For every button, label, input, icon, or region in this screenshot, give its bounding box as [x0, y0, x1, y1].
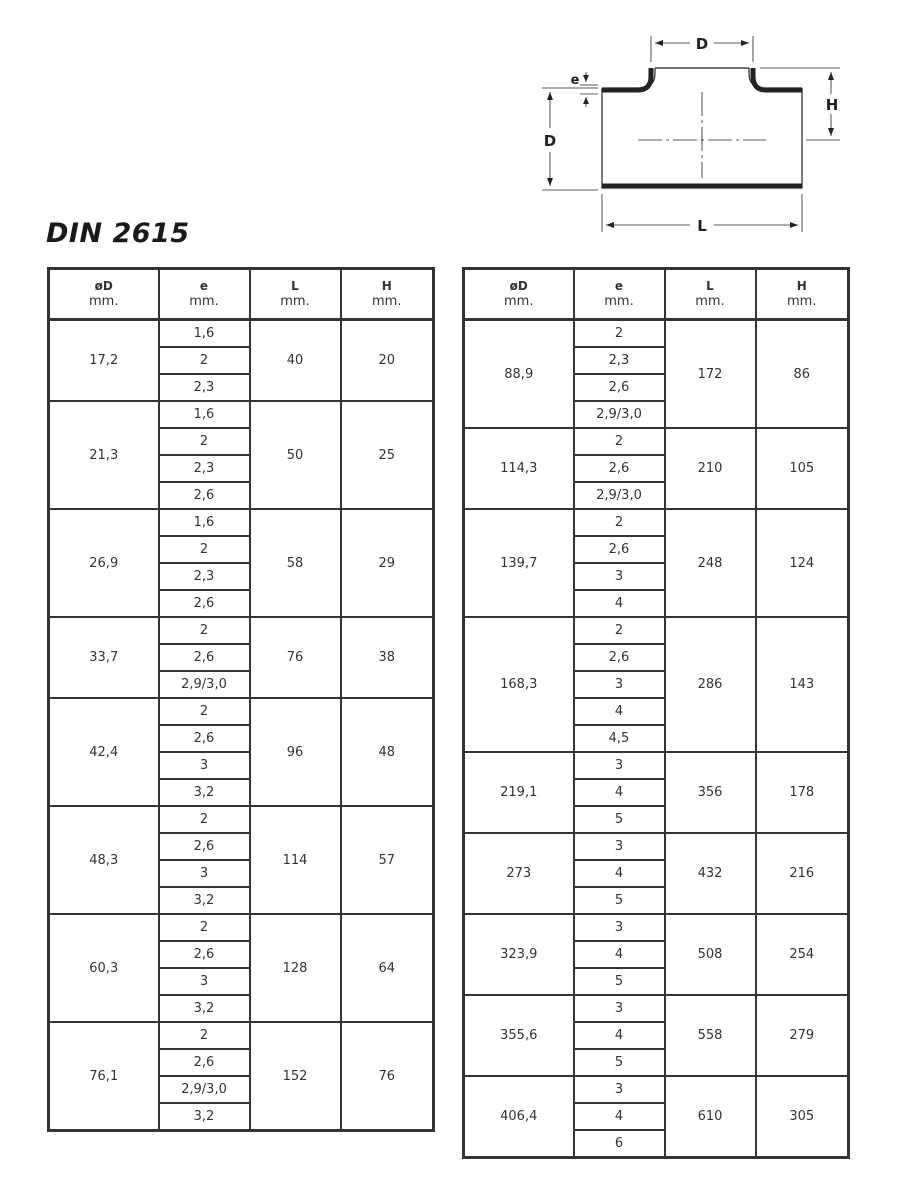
table-row: [49, 806, 434, 833]
column-header: [49, 269, 159, 320]
wall-thickness-cell: 3,2: [159, 779, 250, 806]
outer-diameter-cell: 76,1: [49, 1022, 159, 1131]
column-symbol: e: [614, 279, 624, 293]
wall-thickness-cell: 3: [574, 914, 665, 941]
column-unit: mm.: [504, 294, 534, 309]
length-cell: 58: [250, 509, 341, 617]
outer-diameter-cell: 323,9: [464, 914, 574, 995]
wall-thickness-cell: 2,9/3,0: [159, 1076, 250, 1103]
height-cell: 86: [756, 320, 849, 429]
wall-thickness-cell: 2: [159, 536, 250, 563]
wall-thickness-cell: 6: [574, 1130, 665, 1158]
column-unit: mm.: [89, 294, 119, 309]
wall-thickness-cell: 2,6: [574, 536, 665, 563]
wall-thickness-cell: 2,6: [159, 725, 250, 752]
wall-thickness-cell: 2: [574, 428, 665, 455]
label-e: e: [570, 73, 580, 88]
wall-thickness-cell: 3,2: [159, 887, 250, 914]
height-cell: 279: [756, 995, 849, 1076]
table-row: [464, 428, 849, 455]
outer-diameter-cell: 21,3: [49, 401, 159, 509]
column-header: [464, 269, 574, 320]
outer-diameter-cell: 139,7: [464, 509, 574, 617]
wall-thickness-cell: 4: [574, 941, 665, 968]
column-unit: mm.: [787, 294, 817, 309]
wall-thickness-cell: 5: [574, 806, 665, 833]
wall-thickness-cell: 3: [574, 833, 665, 860]
wall-thickness-cell: 3: [574, 671, 665, 698]
wall-thickness-cell: 2,3: [159, 374, 250, 401]
outer-diameter-cell: 17,2: [49, 320, 159, 402]
column-symbol: øD: [509, 279, 528, 293]
table-row: [464, 617, 849, 644]
wall-thickness-cell: 4,5: [574, 725, 665, 752]
table-row: [464, 995, 849, 1022]
wall-thickness-cell: 2,3: [159, 563, 250, 590]
wall-thickness-cell: 2,3: [574, 347, 665, 374]
wall-thickness-cell: 3: [574, 752, 665, 779]
table-row: [464, 914, 849, 941]
table-row: [49, 320, 434, 348]
table-row: [464, 1076, 849, 1103]
column-unit: mm.: [189, 294, 219, 309]
table-row: [464, 833, 849, 860]
outer-diameter-cell: 114,3: [464, 428, 574, 509]
height-cell: 76: [341, 1022, 434, 1131]
wall-thickness-cell: 2: [159, 1022, 250, 1049]
wall-thickness-cell: 3: [574, 563, 665, 590]
table-row: [49, 401, 434, 428]
table-row: [49, 914, 434, 941]
wall-thickness-cell: 2,3: [159, 455, 250, 482]
length-cell: 210: [665, 428, 756, 509]
length-cell: 76: [250, 617, 341, 698]
column-unit: mm.: [280, 294, 310, 309]
wall-thickness-cell: 3: [159, 752, 250, 779]
wall-thickness-cell: 2: [159, 914, 250, 941]
column-unit: mm.: [604, 294, 634, 309]
wall-thickness-cell: 2,9/3,0: [574, 401, 665, 428]
outer-diameter-cell: 406,4: [464, 1076, 574, 1158]
wall-thickness-cell: 2: [574, 509, 665, 536]
wall-thickness-cell: 4: [574, 590, 665, 617]
outer-diameter-cell: 88,9: [464, 320, 574, 429]
outer-diameter-cell: 219,1: [464, 752, 574, 833]
length-cell: 172: [665, 320, 756, 429]
label-d-left: D: [543, 132, 557, 150]
table-row: [49, 509, 434, 536]
wall-thickness-cell: 2,6: [159, 1049, 250, 1076]
wall-thickness-cell: 2,9/3,0: [159, 671, 250, 698]
length-cell: 558: [665, 995, 756, 1076]
length-cell: 432: [665, 833, 756, 914]
column-symbol: øD: [94, 279, 113, 293]
length-cell: 128: [250, 914, 341, 1022]
table-row: [49, 617, 434, 644]
outer-diameter-cell: 42,4: [49, 698, 159, 806]
length-cell: 610: [665, 1076, 756, 1158]
column-symbol: H: [796, 279, 807, 293]
height-cell: 305: [756, 1076, 849, 1158]
outer-diameter-cell: 273: [464, 833, 574, 914]
wall-thickness-cell: 2: [159, 347, 250, 374]
outer-diameter-cell: 33,7: [49, 617, 159, 698]
wall-thickness-cell: 1,6: [159, 509, 250, 536]
wall-thickness-cell: 2: [574, 320, 665, 348]
height-cell: 38: [341, 617, 434, 698]
table-row: [49, 1022, 434, 1049]
outer-diameter-cell: 60,3: [49, 914, 159, 1022]
column-unit: mm.: [695, 294, 725, 309]
height-cell: 29: [341, 509, 434, 617]
label-h: H: [825, 96, 839, 114]
wall-thickness-cell: 5: [574, 968, 665, 995]
label-l: L: [697, 217, 707, 235]
wall-thickness-cell: 3: [159, 860, 250, 887]
right-dimension-table: [462, 267, 850, 1159]
length-cell: 356: [665, 752, 756, 833]
height-cell: 254: [756, 914, 849, 995]
height-cell: 48: [341, 698, 434, 806]
header-row: [464, 269, 849, 320]
wall-thickness-cell: 2,6: [574, 644, 665, 671]
column-symbol: L: [291, 279, 299, 293]
label-d-top: D: [695, 35, 709, 53]
wall-thickness-cell: 4: [574, 1022, 665, 1049]
column-header: [665, 269, 756, 320]
wall-thickness-cell: 2,6: [159, 590, 250, 617]
table-row: [464, 509, 849, 536]
outer-diameter-cell: 355,6: [464, 995, 574, 1076]
outer-diameter-cell: 48,3: [49, 806, 159, 914]
height-cell: 20: [341, 320, 434, 402]
column-header: [341, 269, 434, 320]
table-row: [464, 752, 849, 779]
wall-thickness-cell: 3: [159, 968, 250, 995]
length-cell: 40: [250, 320, 341, 402]
column-header: [574, 269, 665, 320]
table-row: [49, 698, 434, 725]
left-dimension-table: [47, 267, 435, 1132]
outer-diameter-cell: 26,9: [49, 509, 159, 617]
column-symbol: e: [199, 279, 209, 293]
length-cell: 508: [665, 914, 756, 995]
height-cell: 64: [341, 914, 434, 1022]
height-cell: 105: [756, 428, 849, 509]
length-cell: 114: [250, 806, 341, 914]
height-cell: 25: [341, 401, 434, 509]
wall-thickness-cell: 2,6: [159, 482, 250, 509]
wall-thickness-cell: 2: [159, 698, 250, 725]
height-cell: 178: [756, 752, 849, 833]
wall-thickness-cell: 4: [574, 860, 665, 887]
height-cell: 216: [756, 833, 849, 914]
length-cell: 248: [665, 509, 756, 617]
wall-thickness-cell: 2,6: [574, 455, 665, 482]
header-row: [49, 269, 434, 320]
wall-thickness-cell: 1,6: [159, 320, 250, 348]
wall-thickness-cell: 3,2: [159, 1103, 250, 1131]
length-cell: 50: [250, 401, 341, 509]
wall-thickness-cell: 2,6: [574, 374, 665, 401]
wall-thickness-cell: 2: [159, 428, 250, 455]
wall-thickness-cell: 5: [574, 1049, 665, 1076]
wall-thickness-cell: 3: [574, 995, 665, 1022]
wall-thickness-cell: 3,2: [159, 995, 250, 1022]
wall-thickness-cell: 2: [159, 617, 250, 644]
tee-diagram: [530, 28, 850, 243]
column-header: [159, 269, 250, 320]
column-unit: mm.: [372, 294, 402, 309]
wall-thickness-cell: 2: [574, 617, 665, 644]
column-header: [250, 269, 341, 320]
column-symbol: H: [381, 279, 392, 293]
height-cell: 124: [756, 509, 849, 617]
wall-thickness-cell: 2,6: [159, 644, 250, 671]
height-cell: 57: [341, 806, 434, 914]
height-cell: 143: [756, 617, 849, 752]
column-symbol: L: [706, 279, 714, 293]
wall-thickness-cell: 4: [574, 698, 665, 725]
wall-thickness-cell: 4: [574, 779, 665, 806]
length-cell: 96: [250, 698, 341, 806]
column-header: [756, 269, 849, 320]
wall-thickness-cell: 2,6: [159, 941, 250, 968]
wall-thickness-cell: 2,9/3,0: [574, 482, 665, 509]
wall-thickness-cell: 3: [574, 1076, 665, 1103]
wall-thickness-cell: 2,6: [159, 833, 250, 860]
wall-thickness-cell: 2: [159, 806, 250, 833]
length-cell: 152: [250, 1022, 341, 1131]
wall-thickness-cell: 1,6: [159, 401, 250, 428]
length-cell: 286: [665, 617, 756, 752]
wall-thickness-cell: 4: [574, 1103, 665, 1130]
outer-diameter-cell: 168,3: [464, 617, 574, 752]
wall-thickness-cell: 5: [574, 887, 665, 914]
page-title: DIN 2615: [46, 218, 190, 249]
table-row: [464, 320, 849, 348]
